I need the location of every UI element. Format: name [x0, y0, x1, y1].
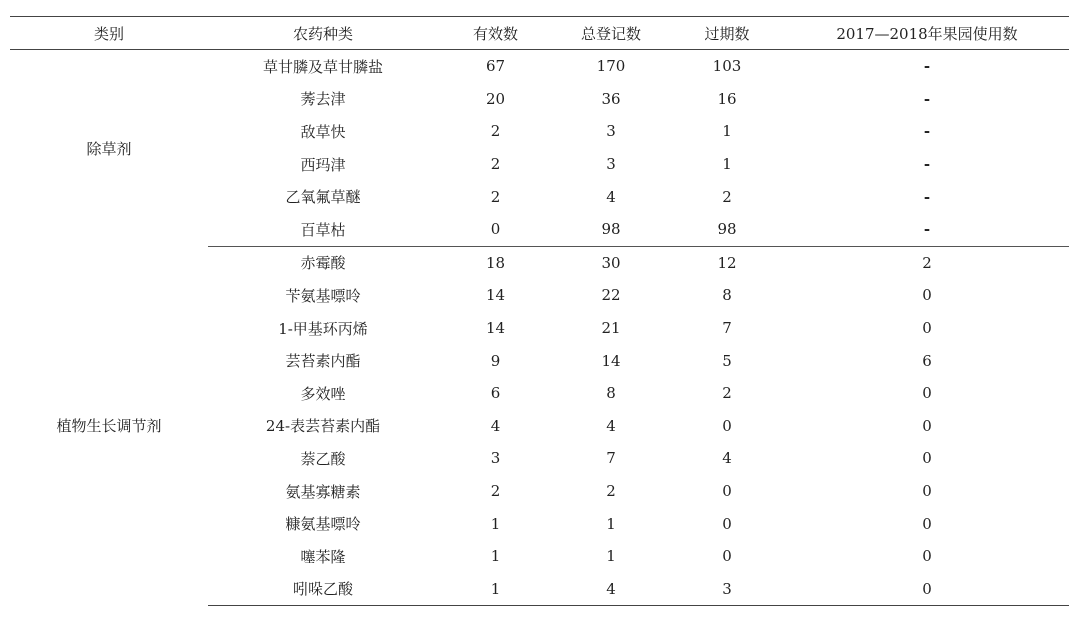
row-orchard-use-count: 0 [922, 547, 932, 566]
row-total-registered: 4 [553, 573, 669, 606]
row-pesticide-name: 氨基寡糖素 [285, 482, 361, 501]
row-total-registered: 1 [606, 514, 616, 533]
row-valid-count: 2 [490, 187, 501, 206]
row-orchard-use-count: 0 [922, 286, 932, 305]
row-expired-count: 98 [669, 213, 785, 246]
table-row [10, 50, 1069, 83]
row-valid-count: 18 [485, 253, 506, 272]
row-pesticide-name: 糠氨基嘌呤 [285, 515, 361, 534]
row-total-registered: 21 [601, 319, 621, 338]
row-valid-count: 6 [490, 384, 501, 403]
row-pesticide-name: 24-表芸苔素内酯 [265, 417, 381, 436]
pesticide-registration-table [10, 16, 1069, 606]
row-total-registered: 36 [601, 89, 621, 108]
header-orchard-use-count: 2017—2018年果园使用数 [785, 17, 1069, 50]
row-pesticide-name: 噻苯隆 [300, 547, 346, 566]
row-valid-count: 1 [490, 514, 501, 533]
row-pesticide-name: 芸苔素内酯 [285, 352, 361, 371]
row-pesticide-name: 百草枯 [208, 213, 438, 246]
row-total-registered: 14 [601, 351, 621, 370]
table-row [10, 246, 1069, 279]
row-expired-count: 7 [722, 319, 732, 338]
row-orchard-use-count: - [923, 122, 931, 141]
row-valid-count: 2 [490, 122, 501, 141]
row-valid-count: 20 [485, 89, 506, 108]
row-valid-count: 67 [485, 57, 506, 76]
row-expired-count: 5 [722, 351, 732, 370]
category-cell: 除草剂 [86, 139, 132, 158]
header-total-registered: 总登记数 [553, 17, 669, 50]
row-total-registered: 4 [606, 187, 616, 206]
row-orchard-use-count: 0 [922, 449, 932, 468]
row-expired-count: 2 [722, 187, 732, 206]
row-pesticide-name: 敌草快 [300, 122, 346, 141]
row-total-registered: 2 [606, 482, 616, 501]
row-expired-count: 0 [722, 416, 732, 435]
row-pesticide-name: 萘乙酸 [300, 449, 346, 468]
row-valid-count: 2 [490, 155, 501, 174]
row-expired-count: 3 [669, 573, 785, 606]
row-total-registered: 98 [553, 213, 669, 246]
row-total-registered: 8 [606, 384, 616, 403]
row-orchard-use-count: 0 [922, 514, 932, 533]
row-pesticide-name: 多效唑 [300, 384, 346, 403]
row-expired-count: 2 [722, 384, 732, 403]
row-valid-count: 14 [485, 286, 506, 305]
row-valid-count: 4 [490, 416, 501, 435]
row-total-registered: 170 [596, 57, 626, 76]
row-total-registered: 22 [601, 286, 621, 305]
row-pesticide-name: 西玛津 [300, 155, 346, 174]
row-orchard-use-count: - [923, 187, 931, 206]
row-expired-count: 4 [722, 449, 732, 468]
row-orchard-use-count: - [923, 57, 931, 76]
row-orchard-use-count: 0 [785, 573, 1069, 606]
category-cell: 植物生长调节剂 [56, 417, 162, 436]
row-orchard-use-count: 0 [922, 482, 932, 501]
row-orchard-use-count: 0 [922, 384, 932, 403]
row-pesticide-name: 莠去津 [300, 90, 346, 109]
row-orchard-use-count: - [923, 155, 931, 174]
row-expired-count: 103 [712, 57, 742, 76]
row-orchard-use-count: - [923, 89, 931, 108]
row-pesticide-name: 草甘膦及草甘膦盐 [262, 57, 383, 76]
row-total-registered: 30 [601, 253, 621, 272]
row-valid-count: 3 [490, 449, 501, 468]
row-expired-count: 0 [722, 482, 732, 501]
row-total-registered: 7 [606, 449, 616, 468]
pesticide-table-container [10, 16, 1069, 606]
row-total-registered: 3 [606, 122, 616, 141]
row-expired-count: 12 [717, 253, 737, 272]
row-expired-count: 1 [722, 155, 732, 174]
row-pesticide-name: 1-甲基环丙烯 [278, 319, 368, 338]
row-valid-count: 14 [485, 319, 506, 338]
row-expired-count: 8 [722, 286, 732, 305]
header-expired-count: 过期数 [669, 17, 785, 50]
row-total-registered: 1 [606, 547, 616, 566]
row-pesticide-name: 乙氧氟草醚 [285, 188, 361, 207]
header-valid-count: 有效数 [438, 17, 553, 50]
table-header-row [10, 17, 1069, 50]
row-valid-count: 1 [490, 547, 501, 566]
row-orchard-use-count: 2 [922, 253, 932, 272]
row-total-registered: 3 [606, 155, 616, 174]
header-pesticide-type: 农药种类 [208, 17, 438, 50]
row-pesticide-name: 苄氨基嘌呤 [285, 286, 361, 305]
row-orchard-use-count: 0 [922, 416, 932, 435]
row-orchard-use-count: - [785, 213, 1069, 246]
row-expired-count: 16 [717, 89, 737, 108]
row-expired-count: 1 [722, 122, 732, 141]
row-orchard-use-count: 0 [922, 319, 932, 338]
row-valid-count: 9 [490, 351, 501, 370]
row-expired-count: 0 [722, 514, 732, 533]
row-pesticide-name: 吲哚乙酸 [208, 573, 438, 606]
row-expired-count: 0 [722, 547, 732, 566]
row-pesticide-name: 赤霉酸 [300, 254, 346, 273]
row-total-registered: 4 [606, 416, 616, 435]
row-valid-count: 2 [490, 482, 501, 501]
row-valid-count: 1 [438, 573, 553, 606]
header-category: 类别 [10, 17, 208, 50]
row-valid-count: 0 [438, 213, 553, 246]
row-orchard-use-count: 6 [922, 351, 932, 370]
